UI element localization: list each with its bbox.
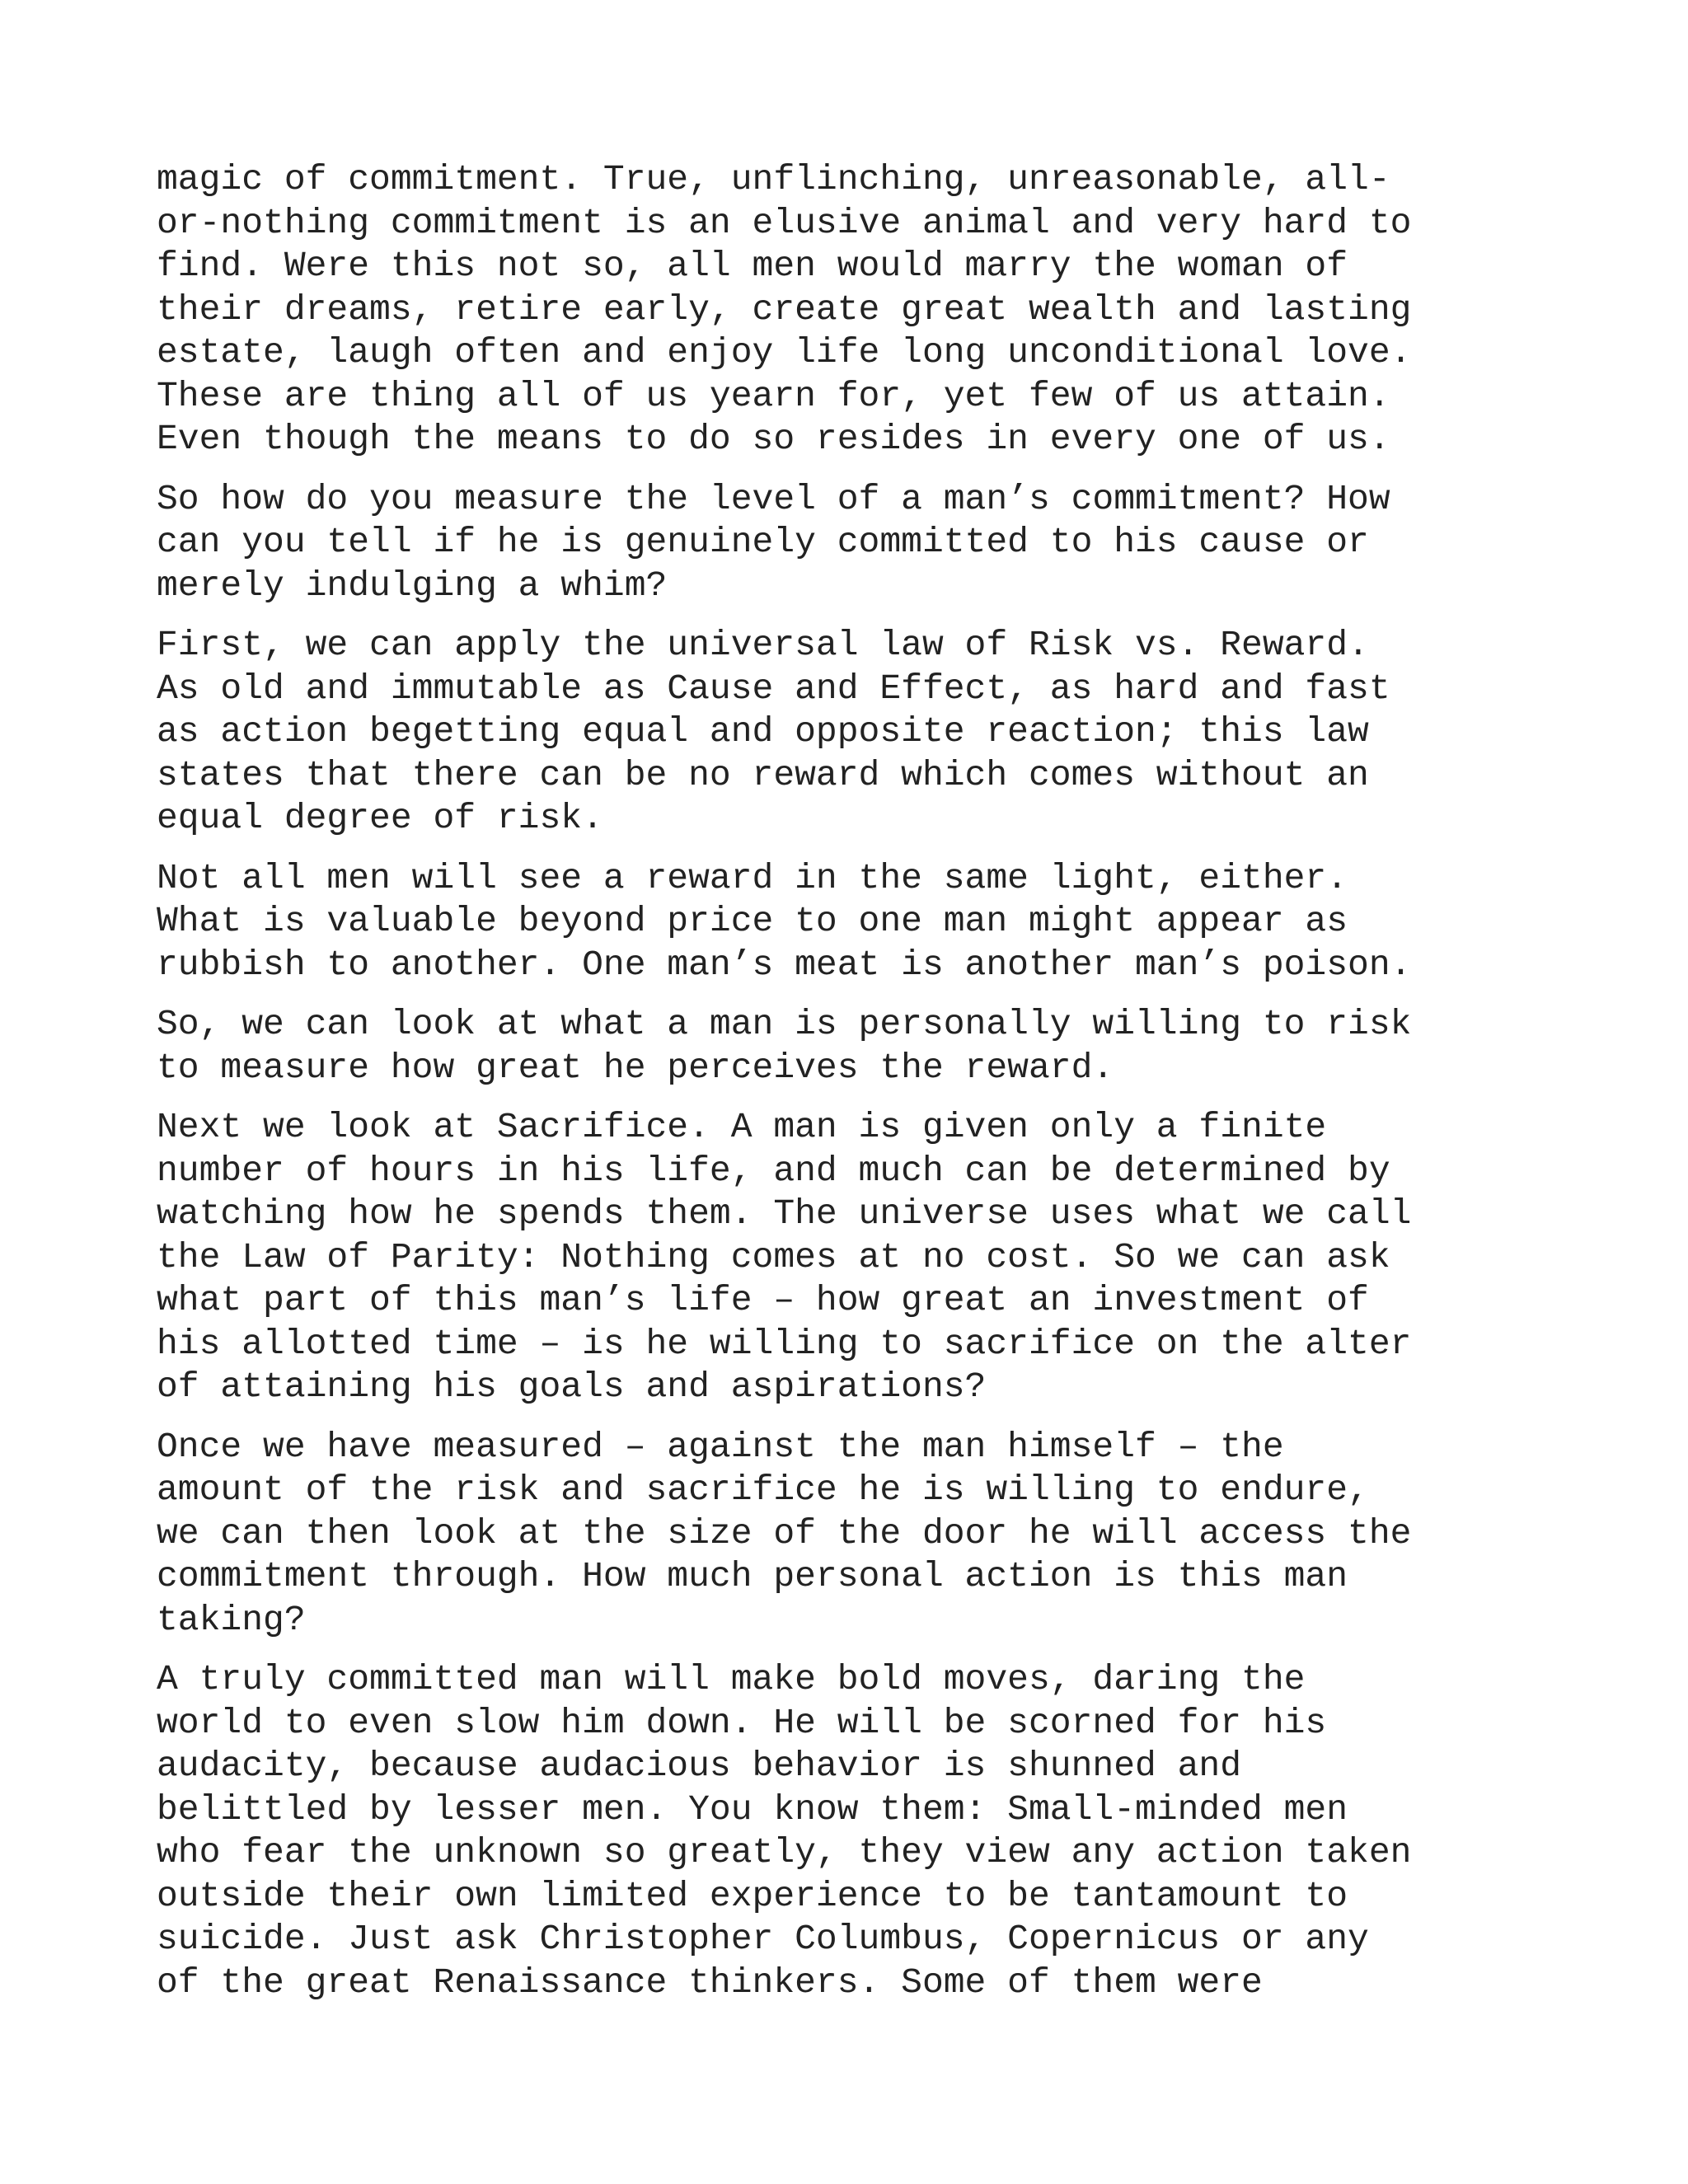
text-line: Next we look at Sacrifice. A man is given only a finite	[157, 1107, 1327, 1147]
text-line: Once we have measured – against the man himself – the	[157, 1426, 1284, 1467]
text-line: find. Were this not so, all men would marry the woman of	[157, 246, 1348, 286]
text-line: suicide. Just ask Christopher Columbus, Copernicus or any	[157, 1919, 1369, 1959]
text-line: Not all men will see a reward in the same light, either.	[157, 857, 1348, 898]
paragraph-3	[157, 624, 1541, 841]
text-line: What is valuable beyond price to one man might appear as	[157, 901, 1348, 941]
paragraph-4	[157, 857, 1541, 987]
text-line: So, we can look at what a man is personally willing to risk	[157, 1004, 1412, 1044]
body-text	[157, 158, 1541, 2021]
text-line: of the great Renaissance thinkers. Some of them were	[157, 1961, 1263, 2003]
paragraph-5	[157, 1003, 1541, 1090]
text-line: can you tell if he is genuinely committed to his cause or	[157, 522, 1369, 562]
text-line: watching how he spends them. The universe uses what we call	[157, 1193, 1412, 1234]
text-line: the Law of Parity: Nothing comes at no cost. So we can ask	[157, 1236, 1390, 1277]
text-line: rubbish to another. One man’s meat is another man’s poison.	[157, 944, 1412, 985]
text-line: amount of the risk and sacrifice he is willing to endure,	[157, 1469, 1369, 1510]
text-line: of attaining his goals and aspirations?	[157, 1366, 987, 1407]
text-line: magic of commitment. True, unflinching, unreasonable, all-	[157, 159, 1390, 199]
paragraph-6	[157, 1106, 1541, 1409]
text-line: who fear the unknown so greatly, they view any action taken	[157, 1832, 1412, 1872]
text-line: belittled by lesser men. You know them: Small-minded men	[157, 1788, 1348, 1830]
text-line: These are thing all of us yearn for, yet few of us attain.	[157, 375, 1390, 416]
text-line: as action begetting equal and opposite reaction; this law	[157, 711, 1369, 752]
text-line: their dreams, retire early, create great wealth and lasting	[157, 288, 1412, 330]
text-line: merely indulging a whim?	[157, 565, 668, 606]
text-line: audacity, because audacious behavior is shunned and	[157, 1746, 1242, 1786]
text-line: what part of this man’s life – how great an investment of	[157, 1280, 1369, 1320]
text-line: his allotted time – is he willing to sacrifice on the alter	[157, 1323, 1412, 1364]
text-line: world to even slow him down. He will be scorned for his	[157, 1702, 1327, 1743]
text-line: to measure how great he perceives the reward.	[157, 1047, 1114, 1088]
text-line: commitment through. How much personal action is this man	[157, 1556, 1348, 1596]
paragraph-2	[157, 478, 1541, 608]
text-line: A truly committed man will make bold moves, daring the	[157, 1659, 1306, 1699]
text-line: or-nothing commitment is an elusive animal and very hard to	[157, 202, 1412, 243]
text-line: First, we can apply the universal law of Risk vs. Reward.	[157, 625, 1369, 665]
paragraph-7	[157, 1426, 1541, 1643]
text-line: we can then look at the size of the door he will access the	[157, 1512, 1412, 1554]
text-line: Even though the means to do so resides in every one of us.	[157, 419, 1390, 459]
paragraph-1	[157, 158, 1541, 462]
text-line: states that there can be no reward which comes without an	[157, 754, 1369, 795]
text-line: estate, laugh often and enjoy life long unconditional love.	[157, 332, 1412, 373]
text-line: taking?	[157, 1599, 306, 1640]
text-line: As old and immutable as Cause and Effect, as hard and fast	[157, 668, 1390, 709]
paragraph-8	[157, 1658, 1541, 2004]
text-line: number of hours in his life, and much can be determined by	[157, 1150, 1390, 1191]
text-line: outside their own limited experience to be tantamount to	[157, 1875, 1348, 1916]
text-line: equal degree of risk.	[157, 798, 603, 838]
text-line: So how do you measure the level of a man’s commitment? How	[157, 478, 1390, 519]
